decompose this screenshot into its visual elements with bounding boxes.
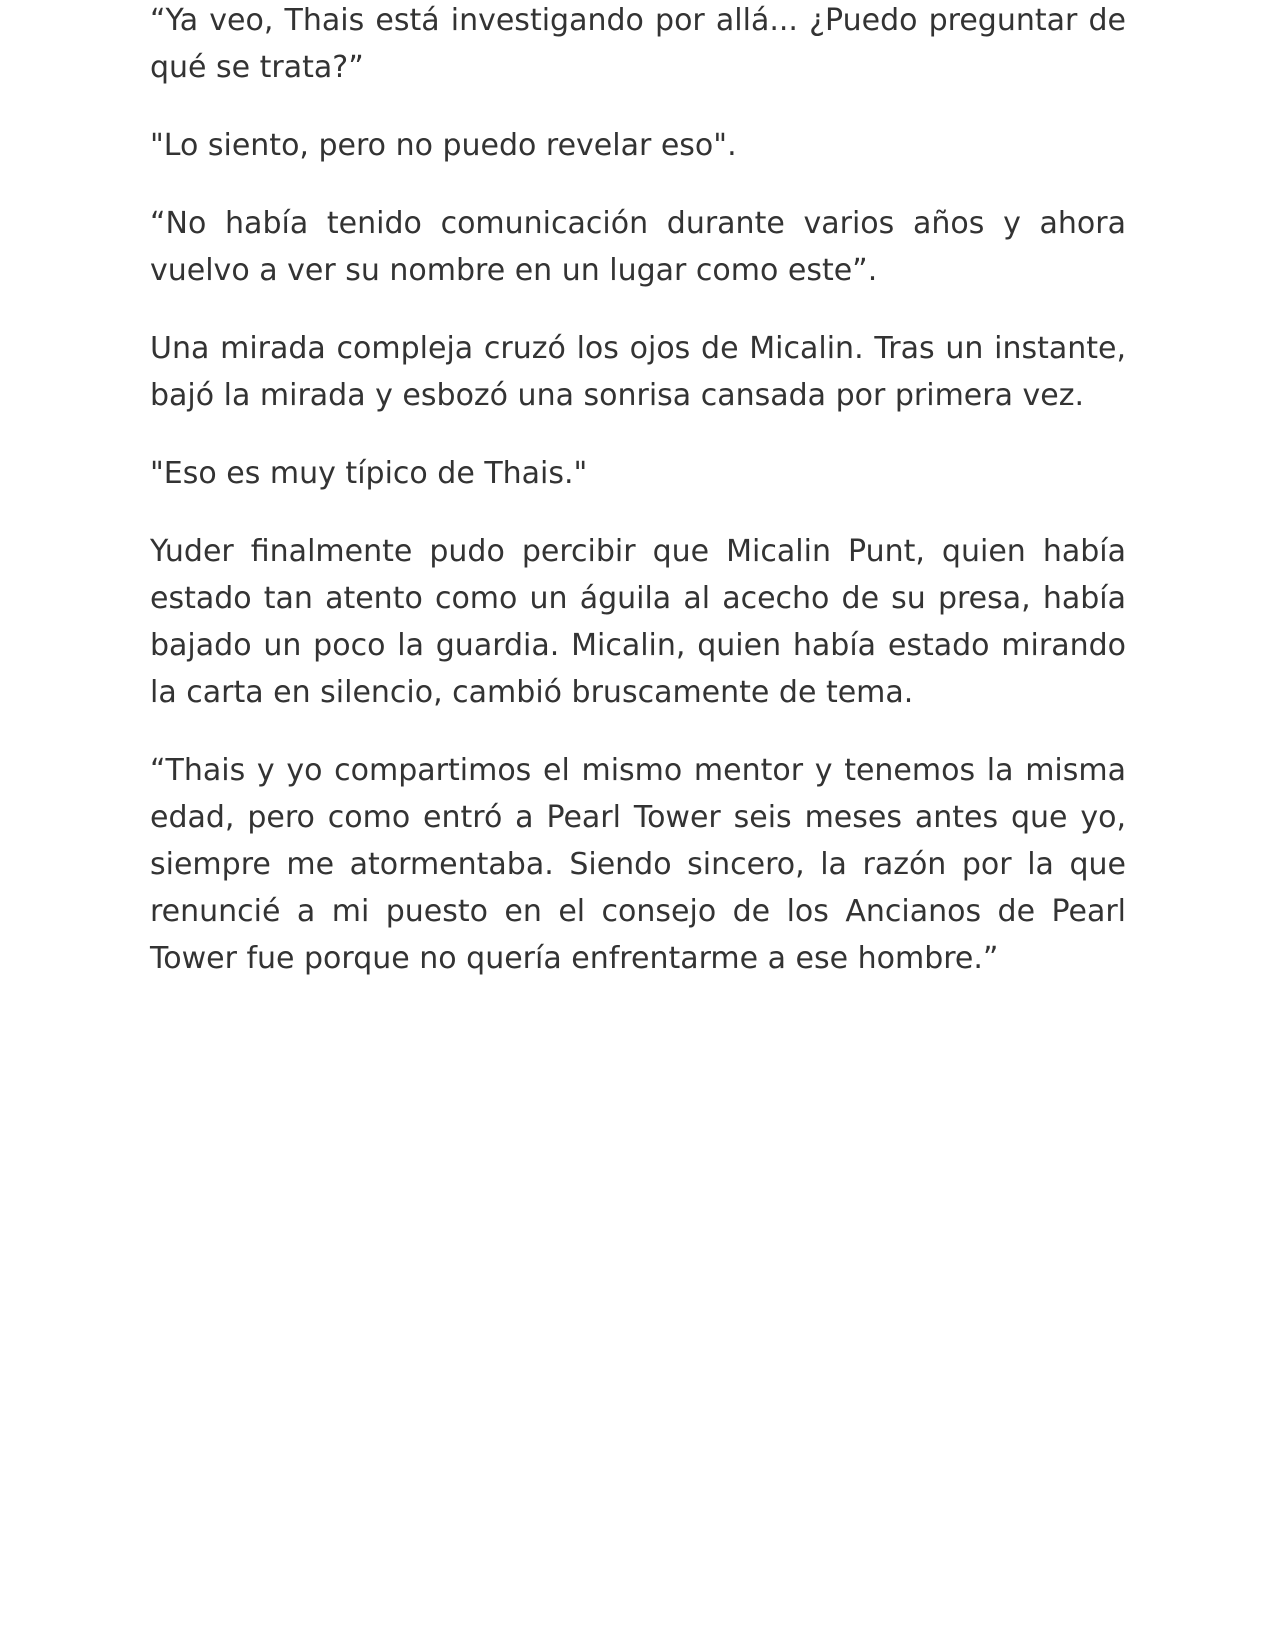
paragraph-6: Yuder finalmente pudo percibir que Micalin Punt, quien había estado tan atento como un águila al acecho de su presa, había bajado un poco la guardia. Micalin, quien había estado mirando la carta en silencio, cambió bruscamente de tema.	[150, 534, 1126, 710]
paragraph-1: “Ya veo, Thais está investigando por allá... ¿Puedo preguntar de qué se trata?”	[150, 3, 1126, 85]
paragraph-4: Una mirada compleja cruzó los ojos de Micalin. Tras un instante, bajó la mirada y esbozó una sonrisa cansada por primera vez.	[150, 331, 1126, 413]
paragraph-5: "Eso es muy típico de Thais."	[150, 456, 588, 491]
paragraph-7: “Thais y yo compartimos el mismo mentor y tenemos la misma edad, pero como entró a Pearl Tower seis meses antes que yo, siempre me atormentaba. Siendo sincero, la razón por la que renuncié a mi puesto en el consejo de los Ancianos de Pearl Tower fue porque no quería enfrentarme a ese hombre.”	[150, 753, 1126, 976]
paragraph-2: "Lo siento, pero no puedo revelar eso".	[150, 128, 737, 163]
document-page	[150, 0, 1126, 1013]
paragraph-3: “No había tenido comunicación durante varios años y ahora vuelvo a ver su nombre en un lugar como este”.	[150, 206, 1126, 288]
